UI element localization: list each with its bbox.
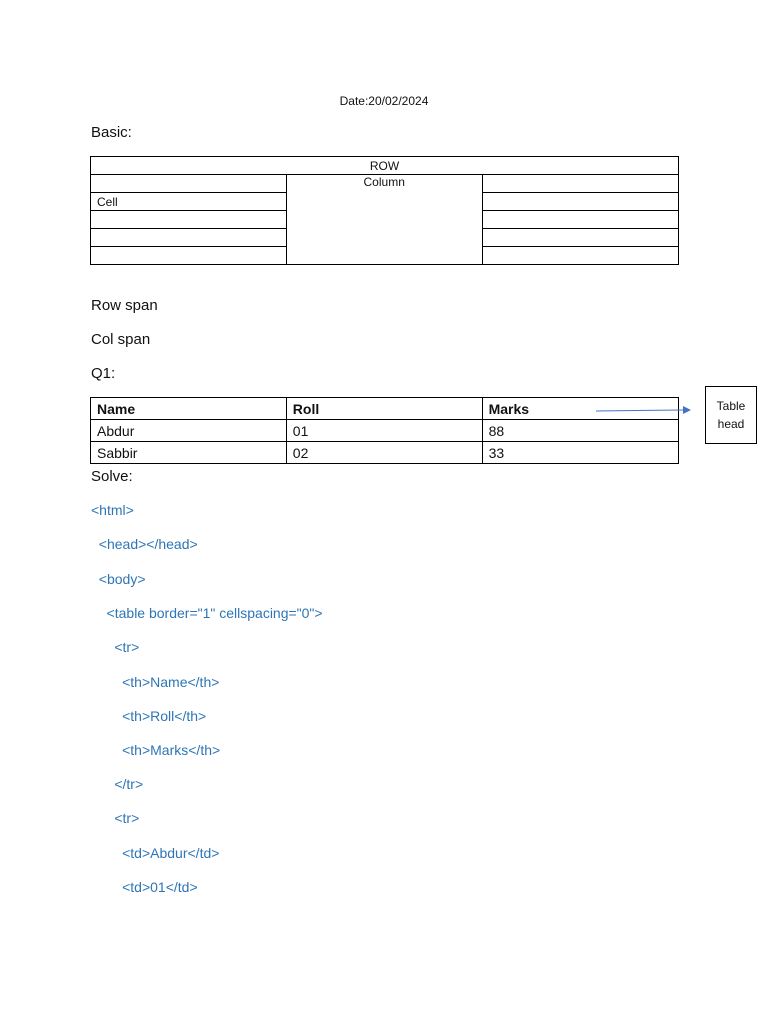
table-cell bbox=[482, 175, 678, 193]
table-cell: 01 bbox=[286, 420, 482, 442]
code-line: <tr> bbox=[91, 639, 140, 655]
code-line: </tr> bbox=[91, 776, 144, 792]
table-head-callout: Table head bbox=[705, 386, 757, 444]
table-cell: 02 bbox=[286, 442, 482, 464]
table-row bbox=[91, 420, 679, 442]
row-label-cell: ROW bbox=[91, 157, 679, 175]
code-line: <th>Marks</th> bbox=[91, 742, 221, 758]
table-cell bbox=[482, 193, 678, 211]
table-row bbox=[91, 157, 679, 175]
arrow-right-icon bbox=[595, 403, 695, 417]
table-row bbox=[91, 175, 679, 193]
q1-label: Q1: bbox=[91, 365, 116, 382]
table-cell: Abdur bbox=[91, 420, 287, 442]
header-name: Name bbox=[91, 398, 287, 420]
table-cell bbox=[91, 175, 287, 193]
code-line: <td>Abdur</td> bbox=[91, 845, 220, 861]
col-span-text: Col span bbox=[91, 331, 151, 348]
code-line: <tr> bbox=[91, 810, 140, 826]
code-line: <body> bbox=[91, 571, 146, 587]
table-cell bbox=[91, 211, 287, 229]
table-row bbox=[91, 442, 679, 464]
solve-label: Solve: bbox=[91, 468, 133, 485]
table-cell bbox=[482, 211, 678, 229]
row-span-text: Row span bbox=[91, 297, 158, 314]
basic-table bbox=[90, 156, 679, 265]
table-cell bbox=[482, 247, 678, 265]
header-roll: Roll bbox=[286, 398, 482, 420]
code-line: <html> bbox=[91, 502, 134, 518]
table-cell bbox=[482, 229, 678, 247]
table-cell bbox=[91, 229, 287, 247]
cell-label-cell: Cell bbox=[91, 193, 287, 211]
code-line: <table border="1" cellspacing="0"> bbox=[91, 605, 323, 621]
header-marks: Marks bbox=[482, 398, 678, 420]
document-date: Date:20/02/2024 bbox=[339, 94, 429, 108]
column-label-cell: Column bbox=[286, 175, 482, 265]
table-cell: 88 bbox=[482, 420, 678, 442]
table-header-row bbox=[91, 398, 679, 420]
q1-table bbox=[90, 397, 679, 464]
table-cell: 33 bbox=[482, 442, 678, 464]
code-line: <th>Name</th> bbox=[91, 674, 220, 690]
table-cell: Sabbir bbox=[91, 442, 287, 464]
code-line: <td>01</td> bbox=[91, 879, 198, 895]
code-line: <th>Roll</th> bbox=[91, 708, 207, 724]
table-cell bbox=[91, 247, 287, 265]
code-line: <head></head> bbox=[91, 536, 198, 552]
basic-heading: Basic: bbox=[91, 124, 132, 141]
